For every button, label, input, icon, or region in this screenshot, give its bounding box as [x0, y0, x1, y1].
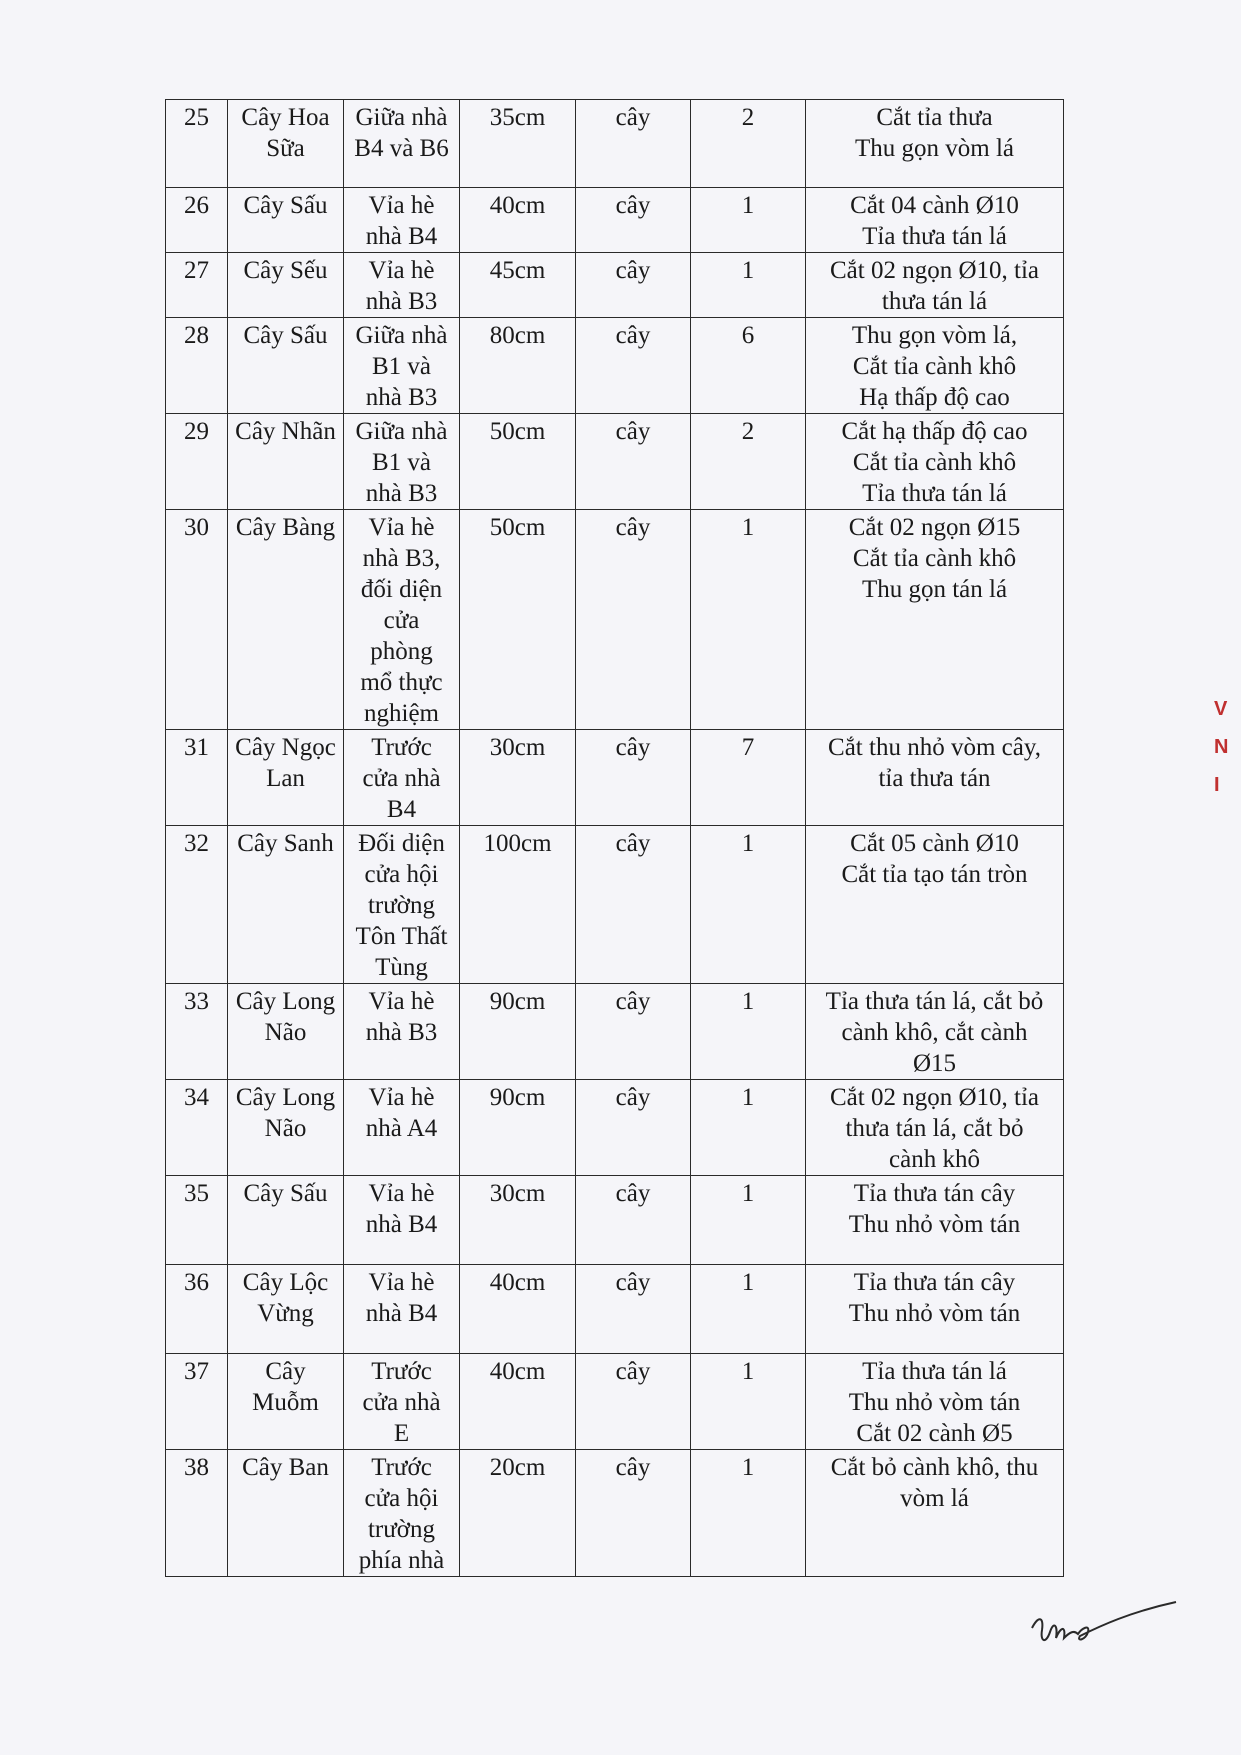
quantity-cell: 2 — [691, 414, 806, 510]
stamp-letter: N — [1214, 736, 1229, 758]
quantity-cell: 6 — [691, 318, 806, 414]
work-description-cell: Cắt thu nhỏ vòm cây, tỉa thưa tán — [806, 730, 1064, 826]
work-description-cell: Cắt 02 ngọn Ø10, tỉa thưa tán lá, cắt bỏ cành khô — [806, 1080, 1064, 1176]
trunk-diameter-cell: 40cm — [460, 188, 576, 253]
quantity-cell: 1 — [691, 826, 806, 984]
tree-pruning-table — [165, 99, 1064, 1577]
trunk-diameter-cell: 45cm — [460, 253, 576, 318]
table-row — [166, 253, 1064, 318]
row-number-cell: 35 — [166, 1176, 228, 1265]
work-description-cell: Cắt 02 ngọn Ø10, tỉa thưa tán lá — [806, 253, 1064, 318]
stamp-letter: V — [1214, 698, 1228, 720]
table-row — [166, 1176, 1064, 1265]
signature-mark — [1030, 1598, 1180, 1658]
table-row — [166, 1450, 1064, 1577]
unit-cell: cây — [576, 253, 691, 318]
unit-cell: cây — [576, 1265, 691, 1354]
unit-cell: cây — [576, 1450, 691, 1577]
table-row — [166, 730, 1064, 826]
table-row — [166, 826, 1064, 984]
tree-name-cell: Cây Muỗm — [228, 1354, 344, 1450]
work-description-cell: Thu gọn vòm lá, Cắt tỉa cành khô Hạ thấp độ cao — [806, 318, 1064, 414]
quantity-cell: 1 — [691, 1265, 806, 1354]
tree-location-cell: Vỉa hè nhà B3 — [344, 984, 460, 1080]
tree-location-cell: Đối diện cửa hội trường Tôn Thất Tùng — [344, 826, 460, 984]
trunk-diameter-cell: 90cm — [460, 1080, 576, 1176]
work-description-cell: Cắt 02 ngọn Ø15 Cắt tỉa cành khô Thu gọn tán lá — [806, 510, 1064, 730]
row-number-cell: 37 — [166, 1354, 228, 1450]
tree-name-cell: Cây Long Não — [228, 1080, 344, 1176]
table-row — [166, 984, 1064, 1080]
tree-name-cell: Cây Ban — [228, 1450, 344, 1577]
row-number-cell: 28 — [166, 318, 228, 414]
unit-cell: cây — [576, 1354, 691, 1450]
tree-name-cell: Cây Sấu — [228, 1176, 344, 1265]
row-number-cell: 33 — [166, 984, 228, 1080]
tree-name-cell: Cây Lộc Vừng — [228, 1265, 344, 1354]
quantity-cell: 1 — [691, 1176, 806, 1265]
tree-location-cell: Vỉa hè nhà B3, đối diện cửa phòng mổ thực nghiệm — [344, 510, 460, 730]
work-description-cell: Cắt tỉa thưa Thu gọn vòm lá — [806, 100, 1064, 188]
table-row — [166, 1265, 1064, 1354]
work-description-cell: Tỉa thưa tán lá Thu nhỏ vòm tán Cắt 02 cành Ø5 — [806, 1354, 1064, 1450]
tree-location-cell: Giữa nhà B1 và nhà B3 — [344, 318, 460, 414]
table-row — [166, 100, 1064, 188]
tree-name-cell: Cây Ngọc Lan — [228, 730, 344, 826]
work-description-cell: Tỉa thưa tán lá, cắt bỏ cành khô, cắt cành Ø15 — [806, 984, 1064, 1080]
row-number-cell: 32 — [166, 826, 228, 984]
row-number-cell: 29 — [166, 414, 228, 510]
work-description-cell: Cắt hạ thấp độ cao Cắt tỉa cành khô Tỉa thưa tán lá — [806, 414, 1064, 510]
quantity-cell: 7 — [691, 730, 806, 826]
tree-name-cell: Cây Sấu — [228, 188, 344, 253]
unit-cell: cây — [576, 826, 691, 984]
tree-name-cell: Cây Nhãn — [228, 414, 344, 510]
work-description-cell: Cắt 04 cành Ø10 Tỉa thưa tán lá — [806, 188, 1064, 253]
row-number-cell: 31 — [166, 730, 228, 826]
unit-cell: cây — [576, 414, 691, 510]
row-number-cell: 38 — [166, 1450, 228, 1577]
trunk-diameter-cell: 30cm — [460, 1176, 576, 1265]
trunk-diameter-cell: 40cm — [460, 1265, 576, 1354]
row-number-cell: 27 — [166, 253, 228, 318]
tree-location-cell: Vỉa hè nhà A4 — [344, 1080, 460, 1176]
unit-cell: cây — [576, 318, 691, 414]
row-number-cell: 36 — [166, 1265, 228, 1354]
tree-location-cell: Vỉa hè nhà B4 — [344, 1265, 460, 1354]
unit-cell: cây — [576, 730, 691, 826]
quantity-cell: 2 — [691, 100, 806, 188]
trunk-diameter-cell: 90cm — [460, 984, 576, 1080]
stamp-letter: I — [1214, 774, 1220, 796]
trunk-diameter-cell: 50cm — [460, 414, 576, 510]
trunk-diameter-cell: 40cm — [460, 1354, 576, 1450]
quantity-cell: 1 — [691, 510, 806, 730]
trunk-diameter-cell: 20cm — [460, 1450, 576, 1577]
table-row — [166, 1354, 1064, 1450]
trunk-diameter-cell: 100cm — [460, 826, 576, 984]
table-row — [166, 510, 1064, 730]
table-row — [166, 188, 1064, 253]
work-description-cell: Cắt 05 cành Ø10 Cắt tỉa tạo tán tròn — [806, 826, 1064, 984]
quantity-cell: 1 — [691, 1354, 806, 1450]
tree-name-cell: Cây Hoa Sữa — [228, 100, 344, 188]
quantity-cell: 1 — [691, 253, 806, 318]
trunk-diameter-cell: 30cm — [460, 730, 576, 826]
quantity-cell: 1 — [691, 984, 806, 1080]
tree-location-cell: Vỉa hè nhà B3 — [344, 253, 460, 318]
quantity-cell: 1 — [691, 1080, 806, 1176]
trunk-diameter-cell: 50cm — [460, 510, 576, 730]
table-row — [166, 414, 1064, 510]
tree-name-cell: Cây Sanh — [228, 826, 344, 984]
tree-location-cell: Giữa nhà B1 và nhà B3 — [344, 414, 460, 510]
unit-cell: cây — [576, 100, 691, 188]
tree-location-cell: Trước cửa nhà B4 — [344, 730, 460, 826]
tree-location-cell: Trước cửa nhà E — [344, 1354, 460, 1450]
quantity-cell: 1 — [691, 1450, 806, 1577]
tree-name-cell: Cây Sấu — [228, 318, 344, 414]
unit-cell: cây — [576, 510, 691, 730]
stamp-edge — [1214, 690, 1230, 920]
tree-name-cell: Cây Long Não — [228, 984, 344, 1080]
tree-location-cell: Vỉa hè nhà B4 — [344, 188, 460, 253]
trunk-diameter-cell: 80cm — [460, 318, 576, 414]
quantity-cell: 1 — [691, 188, 806, 253]
row-number-cell: 26 — [166, 188, 228, 253]
row-number-cell: 34 — [166, 1080, 228, 1176]
table-row — [166, 318, 1064, 414]
work-description-cell: Cắt bỏ cành khô, thu vòm lá — [806, 1450, 1064, 1577]
table-row — [166, 1080, 1064, 1176]
row-number-cell: 25 — [166, 100, 228, 188]
tree-location-cell: Trước cửa hội trường phía nhà — [344, 1450, 460, 1577]
row-number-cell: 30 — [166, 510, 228, 730]
tree-name-cell: Cây Bàng — [228, 510, 344, 730]
tree-name-cell: Cây Sếu — [228, 253, 344, 318]
work-description-cell: Tỉa thưa tán cây Thu nhỏ vòm tán — [806, 1176, 1064, 1265]
work-description-cell: Tỉa thưa tán cây Thu nhỏ vòm tán — [806, 1265, 1064, 1354]
unit-cell: cây — [576, 188, 691, 253]
trunk-diameter-cell: 35cm — [460, 100, 576, 188]
table-body — [166, 100, 1064, 1577]
tree-location-cell: Vỉa hè nhà B4 — [344, 1176, 460, 1265]
unit-cell: cây — [576, 1176, 691, 1265]
unit-cell: cây — [576, 984, 691, 1080]
tree-location-cell: Giữa nhà B4 và B6 — [344, 100, 460, 188]
unit-cell: cây — [576, 1080, 691, 1176]
